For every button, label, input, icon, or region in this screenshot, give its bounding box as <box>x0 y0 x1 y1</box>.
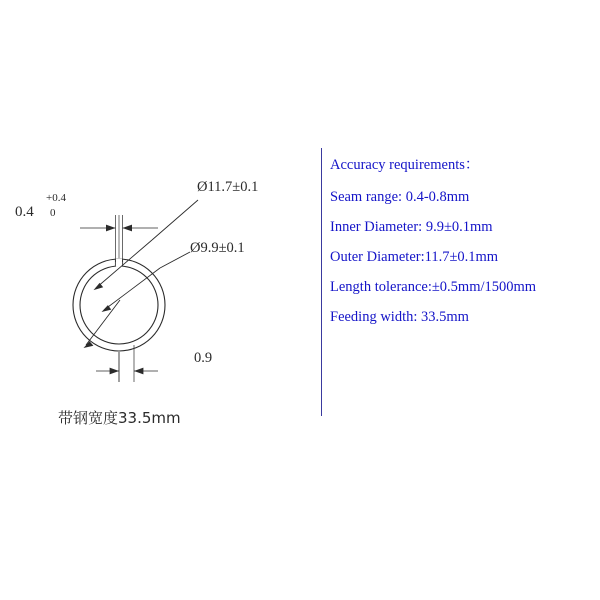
tube-outer-circle <box>73 259 165 351</box>
seam-gap-lower-tolerance: 0 <box>50 207 56 219</box>
spec-seam-range: Seam range: 0.4-0.8mm <box>330 189 470 205</box>
wall-thickness-label: 0.9 <box>194 350 213 366</box>
spec-inner-diameter: Inner Diameter: 9.9±0.1mm <box>330 219 493 235</box>
seam-arrow-right <box>123 225 133 232</box>
inner-diameter-label: Ø9.9±0.1 <box>190 240 245 256</box>
tube-inner-circle <box>80 266 158 344</box>
outer-dia-leader-line <box>152 200 198 240</box>
spec-outer-diameter: Outer Diameter:11.7±0.1mm <box>330 249 499 265</box>
outer-dia-arrow <box>94 283 104 290</box>
vertical-divider <box>321 148 322 416</box>
outer-diameter-label: Ø11.7±0.1 <box>197 179 259 195</box>
wall-dim-arrow-left <box>110 368 119 375</box>
seam-gap-value: 0.4 <box>15 204 34 220</box>
seam-gap-fill <box>116 259 122 267</box>
wall-dim-arrow-right <box>134 368 143 375</box>
wall-leader-line <box>86 300 120 345</box>
inner-dia-leader-line <box>160 252 190 268</box>
strip-width-label: 带钢宽度33.5mm <box>58 409 181 427</box>
spec-title: Accuracy requirements： <box>330 157 480 173</box>
spec-feeding-width: Feeding width: 33.5mm <box>330 309 469 325</box>
seam-gap-upper-tolerance: +0.4 <box>46 192 66 204</box>
accuracy-requirements-block <box>330 150 595 332</box>
spec-length-tolerance: Length tolerance:±0.5mm/1500mm <box>330 279 537 295</box>
seam-arrow-left <box>106 225 116 232</box>
